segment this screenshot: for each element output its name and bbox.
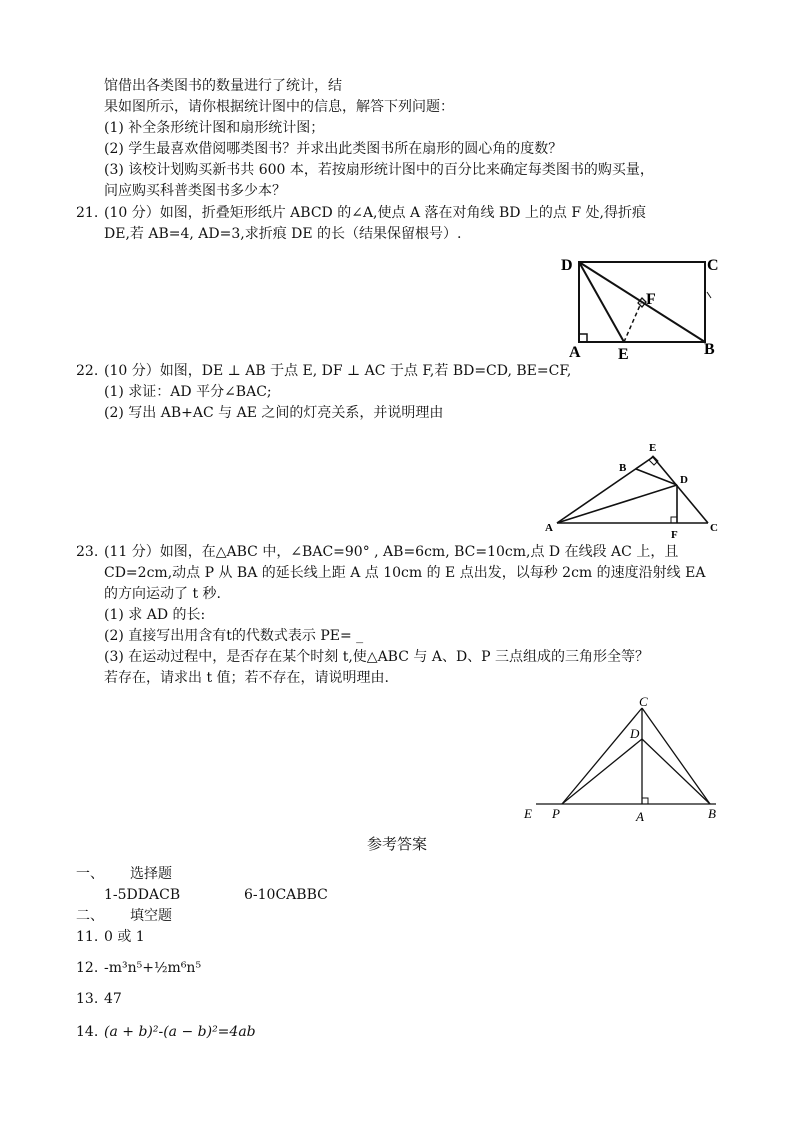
q23-line-1: (11 分）如图，在△ABC 中，∠BAC=90° , AB=6cm, BC=10cm,点 D 在线段 AC 上，且 bbox=[104, 544, 679, 560]
section-1-title: 选择题 bbox=[130, 866, 172, 882]
q23-line-2: CD=2cm,动点 P 从 BA 的延长线上距 A 点 10cm 的 E 点出发，以每秒 2cm 的速度沿射线 EA bbox=[104, 565, 706, 581]
q23-item-1: (1) 求 AD 的长: bbox=[104, 607, 206, 623]
answer-12: -m³n⁵+½m⁶n⁵ bbox=[104, 960, 202, 976]
q21-label-c: C bbox=[707, 257, 719, 274]
answer-11-number: 11. bbox=[76, 929, 99, 945]
q23-label-d: D bbox=[630, 726, 640, 741]
mc-answers-6-10: 6-10CABBC bbox=[244, 887, 328, 903]
q22-label-f: F bbox=[671, 529, 678, 540]
q22-label-a: A bbox=[545, 522, 553, 534]
q20-line-1: 馆借出各类图书的数量进行了统计，结 bbox=[104, 78, 342, 94]
q23-label-a: A bbox=[636, 809, 644, 824]
section-1-number: 一、 bbox=[76, 866, 104, 882]
q23-label-p: P bbox=[552, 806, 560, 821]
answer-11: 0 或 1 bbox=[104, 929, 145, 945]
q22-triangle-figure bbox=[535, 435, 725, 540]
answer-12-number: 12. bbox=[76, 960, 99, 976]
q23-item-3: (3) 在运动过程中，是否存在某个时刻 t,使△ABC 与 A、D、P 三点组成的三角形全等？ bbox=[104, 649, 650, 665]
section-2-title: 填空题 bbox=[130, 908, 172, 924]
q20-item-1: (1) 补全条形统计图和扇形统计图； bbox=[104, 120, 325, 136]
q23-line-3: 的方向运动了 t 秒. bbox=[104, 586, 221, 602]
q23-triangle-figure bbox=[518, 694, 728, 826]
q23-label-b: B bbox=[708, 806, 716, 821]
q21-line-2: DE,若 AB=4, AD=3,求折痕 DE 的长（结果保留根号）. bbox=[104, 226, 462, 242]
q20-item-2: (2) 学生最喜欢借阅哪类图书？并求出此类图书所在扇形的圆心角的度数？ bbox=[104, 141, 563, 157]
section-2-number: 二、 bbox=[76, 908, 104, 924]
q21-label-e: E bbox=[618, 346, 629, 362]
q21-number: 21. bbox=[76, 205, 99, 221]
q23-item-2: (2) 直接写出用含有t的代数式表示 PE= _ bbox=[104, 628, 364, 644]
q21-label-f: F bbox=[646, 291, 656, 308]
q22-label-e: E bbox=[649, 442, 657, 454]
q22-item-1: (1) 求证：AD 平分∠BAC; bbox=[104, 384, 272, 400]
answer-14-number: 14. bbox=[76, 1024, 99, 1040]
q22-number: 22. bbox=[76, 363, 99, 379]
answer-13-number: 13. bbox=[76, 991, 99, 1007]
q23-label-e: E bbox=[524, 806, 532, 821]
q20-item-4: 问应购买科普类图书多少本？ bbox=[104, 183, 286, 199]
q20-line-2: 果如图所示，请你根据统计图中的信息，解答下列问题： bbox=[104, 99, 454, 115]
answer-13: 47 bbox=[104, 991, 122, 1007]
q20-item-3: (3) 该校计划购买新书共 600 本，若按扇形统计图中的百分比来确定每类图书的购买量， bbox=[104, 162, 654, 178]
q21-rectangle-figure bbox=[555, 250, 730, 362]
q22-line-1: (10 分）如图，DE ⊥ AB 于点 E, DF ⊥ AC 于点 F,若 BD=CD, BE=CF, bbox=[104, 363, 572, 379]
q22-item-2: (2) 写出 AB+AC 与 AE 之间的灯亮关系，并说明理由 bbox=[104, 405, 444, 421]
q22-label-b: B bbox=[619, 462, 627, 474]
q23-label-c: C bbox=[639, 694, 648, 709]
q21-label-b: B bbox=[704, 341, 715, 358]
q21-label-a: A bbox=[569, 344, 581, 361]
mc-answers-1-5: 1-5DDACB bbox=[104, 887, 181, 903]
q21-line-1: (10 分）如图，折叠矩形纸片 ABCD 的∠A,使点 A 落在对角线 BD 上的点 F 处,得折痕 bbox=[104, 205, 646, 221]
answers-title: 参考答案 bbox=[366, 835, 427, 853]
q21-label-d: D bbox=[561, 257, 573, 274]
q22-label-c: C bbox=[710, 522, 718, 534]
q23-number: 23. bbox=[76, 544, 99, 560]
q22-label-d: D bbox=[680, 474, 688, 486]
answer-14: (a + b)²-(a − b)²=4ab bbox=[104, 1024, 256, 1040]
q23-item-4: 若存在，请求出 t 值；若不存在，请说明理由. bbox=[104, 670, 389, 686]
